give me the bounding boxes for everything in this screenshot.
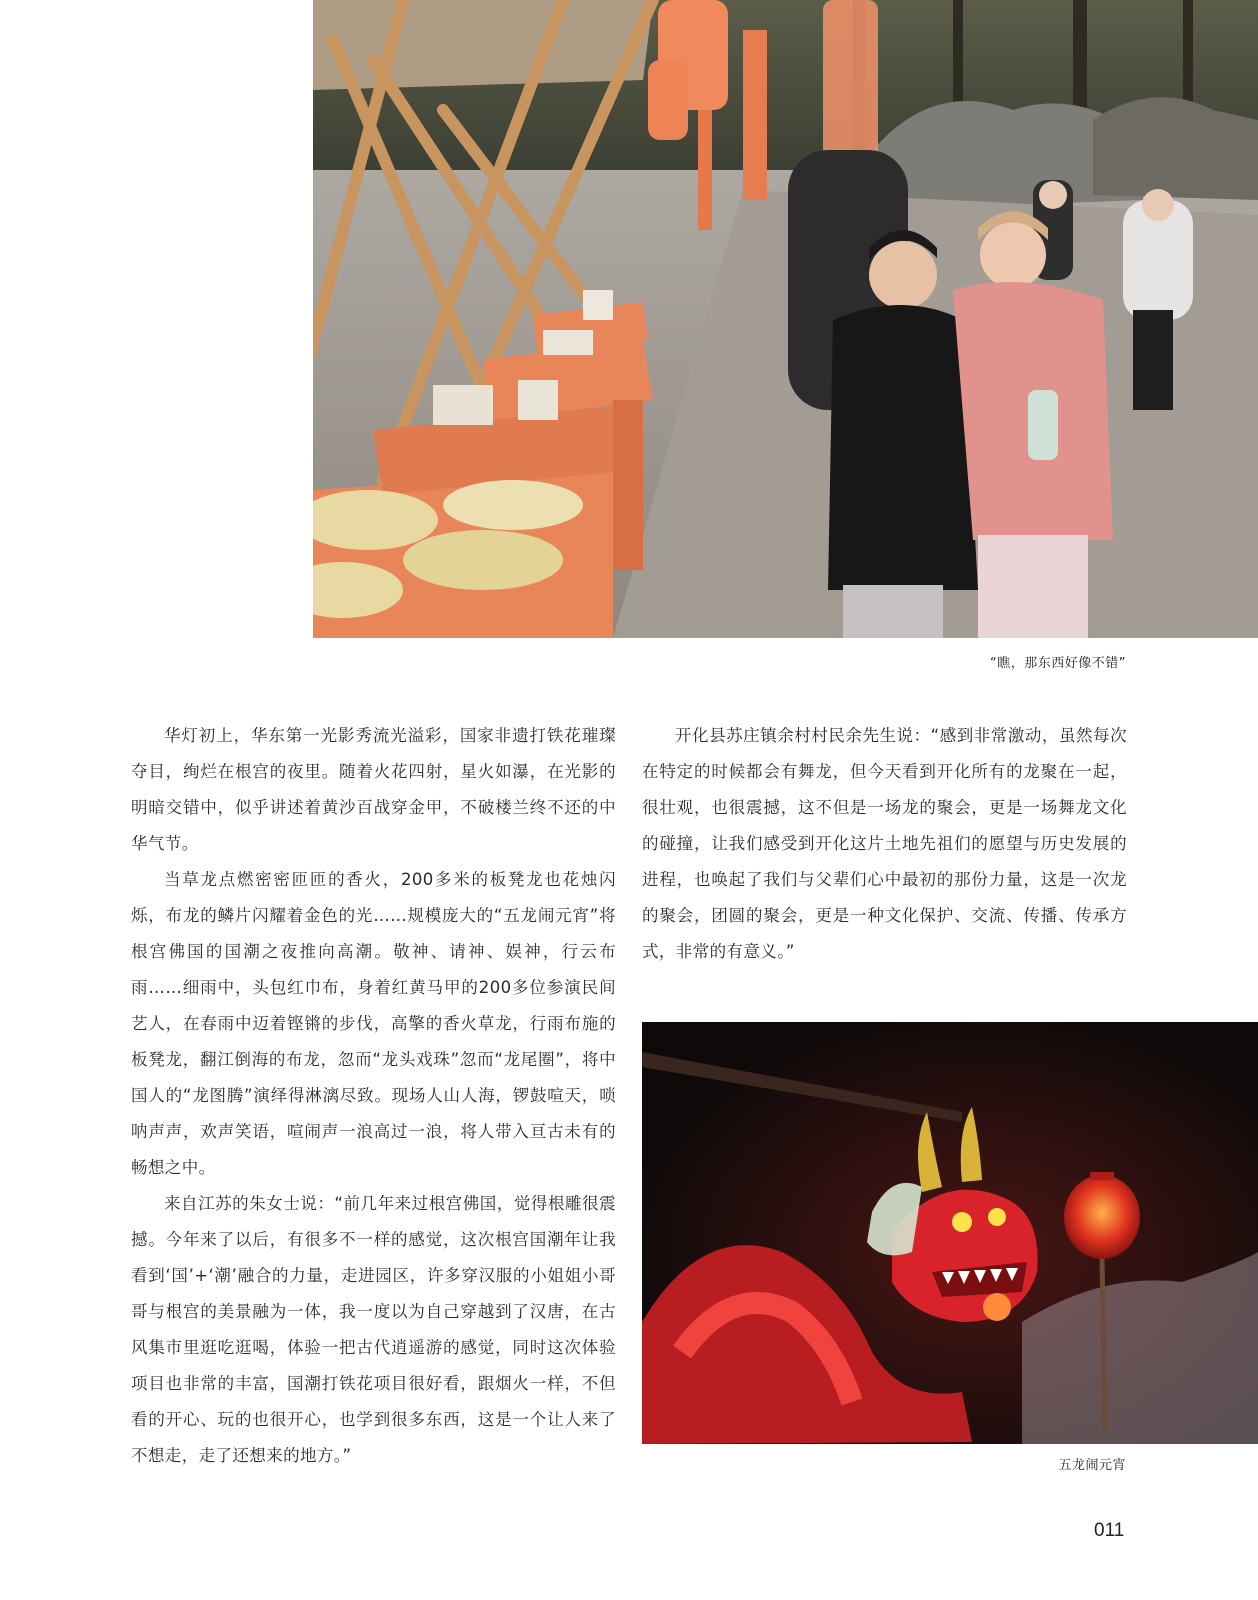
paragraph: 当草龙点燃密密匝匝的香火，200多米的板凳龙也花烛闪烁，布龙的鳞片闪耀着金色的光……规模庞大的“五龙闹元宵”将根宫佛国的国潮之夜推向高潮。敬神、请神、娱神，行云布雨……细雨中，头包红巾布，身着红黄马甲的200多位参演民间艺人，在春雨中迈着铿锵的步伐，高擎的香火草龙，行雨布施的板凳龙，翻江倒海的布龙，忽而“龙头戏珠”忽而“龙尾圈”，将中国人的“龙图腾”演绎得淋漓尽致。现场人山人海，锣鼓喧天，唢呐声声，欢声笑语，喧闹声一浪高过一浪，将人带入亘古未有的畅想之中。 [131, 870, 616, 1177]
dragon-photo [642, 1022, 1258, 1444]
market-photo-caption: “瞧，那东西好像不错” [990, 656, 1126, 671]
market-photo-drawing [313, 0, 1258, 638]
paragraph: 开化县苏庄镇余村村民余先生说：“感到非常激动，虽然每次在特定的时候都会有舞龙，但今天看到开化所有的龙聚在一起，很壮观，也很震撼，这不但是一场龙的聚会，更是一场舞龙文化的碰撞，让我们感受到开化这片土地先祖们的愿望与历史发展的进程，也唤起了我们与父辈们心中最初的那份力量，这是一次龙的聚会，团圆的聚会，更是一种文化保护、交流、传播、传承方式，非常的有意义。” [642, 726, 1127, 961]
market-photo [313, 0, 1258, 638]
paragraph: 华灯初上，华东第一光影秀流光溢彩，国家非遗打铁花璀璨夺目，绚烂在根宫的夜里。随着火花四射，星火如瀑，在光影的明暗交错中，似乎讲述着黄沙百战穿金甲，不破楼兰终不还的中华气节。 [131, 726, 616, 853]
dragon-photo-caption: 五龙闹元宵 [1058, 1458, 1126, 1473]
paragraph: 来自江苏的朱女士说：“前几年来过根宫佛国，觉得根雕很震撼。今年来了以后，有很多不一样的感觉，这次根宫国潮年让我看到‘国’+‘潮’融合的力量，走进园区，许多穿汉服的小姐姐小哥哥与根宫的美景融为一体，我一度以为自己穿越到了汉唐，在古风集市里逛吃逛喝，体验一把古代逍遥游的感觉，同时这次体验项目也非常的丰富，国潮打铁花项目很好看，跟烟火一样，不但看的开心、玩的也很开心，也学到很多东西，这是一个让人来了不想走，走了还想来的地方。” [131, 1194, 616, 1465]
left-text-column [131, 718, 616, 1474]
right-text-column [642, 718, 1127, 970]
dragon-photo-drawing [642, 1022, 1258, 1444]
page-number: 011 [1094, 1520, 1125, 1541]
